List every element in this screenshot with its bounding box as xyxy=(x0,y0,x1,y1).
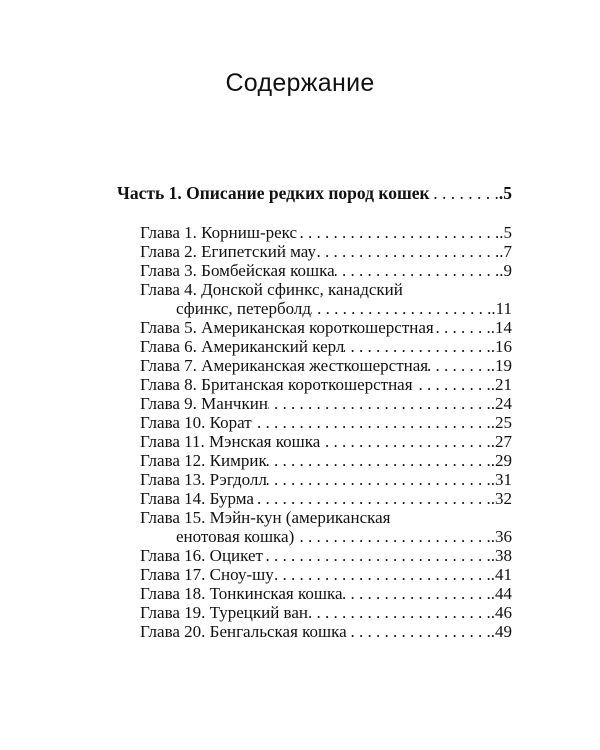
chapter-page-number: .46 xyxy=(490,603,512,622)
chapter-page-number: .9 xyxy=(499,261,512,280)
dot-leader xyxy=(428,356,491,375)
dot-leader xyxy=(263,546,491,565)
toc-chapter-entry[interactable] xyxy=(140,394,512,413)
dot-leader xyxy=(413,375,491,394)
chapter-title: Глава 12. Кимрик xyxy=(140,451,267,470)
chapter-title: Глава 7. Американская жесткошерстная xyxy=(140,356,429,375)
toc-chapter-entry[interactable] xyxy=(140,413,512,432)
chapter-page-number: .21 xyxy=(490,375,512,394)
chapter-title: Глава 16. Оцикет xyxy=(140,546,263,565)
toc-chapter-entry[interactable] xyxy=(140,318,512,337)
chapter-page-number: .7 xyxy=(499,242,512,261)
chapter-title: Глава 20. Бенгальская кошка xyxy=(140,622,347,641)
toc-part-entry[interactable] xyxy=(117,182,512,204)
dot-leader xyxy=(254,489,491,508)
part-title: Часть 1. Описание редких пород кошек xyxy=(117,183,430,203)
toc-chapter-entry[interactable] xyxy=(140,261,512,280)
dot-leader xyxy=(343,584,491,603)
chapter-title: Глава 11. Мэнская кошка xyxy=(140,432,321,451)
toc-chapter-list xyxy=(140,223,512,641)
chapter-title-continuation: енотовая кошка) xyxy=(176,527,295,546)
chapter-title: Глава 3. Бомбейская кошка xyxy=(140,261,335,280)
chapter-page-number: .25 xyxy=(490,413,512,432)
chapter-page-number: .32 xyxy=(490,489,512,508)
toc-chapter-entry[interactable] xyxy=(140,432,512,451)
chapter-page-number: .44 xyxy=(490,584,512,603)
chapter-title: Глава 19. Турецкий ван xyxy=(140,603,309,622)
toc-chapter-entry[interactable] xyxy=(140,242,512,261)
chapter-title: Глава 2. Египетский мау xyxy=(140,242,316,261)
chapter-title: Глава 4. Донской сфинкс, канадский xyxy=(140,280,403,299)
toc-chapter-entry[interactable] xyxy=(140,622,512,641)
chapter-title: Глава 14. Бурма xyxy=(140,489,254,508)
chapter-title: Глава 10. Корат xyxy=(140,413,252,432)
chapter-title: Глава 17. Сноу-шу xyxy=(140,565,274,584)
chapter-page-number: .19 xyxy=(490,356,512,375)
dot-leader xyxy=(294,527,491,546)
chapter-page-number: .27 xyxy=(490,432,512,451)
dot-leader xyxy=(268,394,491,413)
chapter-page-number: .49 xyxy=(490,622,512,641)
dot-leader xyxy=(320,432,490,451)
chapter-title: Глава 6. Американский керл xyxy=(140,337,345,356)
chapter-page-number: .14 xyxy=(490,318,512,337)
chapter-title: Глава 15. Мэйн-кун (американская xyxy=(140,508,391,527)
chapter-page-number: .5 xyxy=(499,223,512,242)
chapter-page-number: .36 xyxy=(490,527,512,546)
toc-chapter-entry[interactable] xyxy=(140,603,512,622)
chapter-title: Глава 1. Корниш-рекс xyxy=(140,223,298,242)
chapter-page-number: .24 xyxy=(490,394,512,413)
chapter-title: Глава 13. Рэгдолл xyxy=(140,470,267,489)
dot-leader xyxy=(297,223,499,242)
toc-chapter-entry[interactable] xyxy=(140,356,512,375)
dot-leader xyxy=(308,603,491,622)
toc-chapter-entry[interactable] xyxy=(140,565,512,584)
dot-leader xyxy=(344,337,490,356)
dot-leader xyxy=(267,470,491,489)
chapter-title: Глава 9. Манчкин xyxy=(140,394,268,413)
dot-leader xyxy=(252,413,491,432)
chapter-title: Глава 8. Британская короткошерстная xyxy=(140,375,413,394)
dot-leader xyxy=(274,565,491,584)
chapter-title: Глава 18. Тонкинская кошка xyxy=(140,584,343,603)
toc-chapter-entry[interactable] xyxy=(140,223,512,242)
dot-leader xyxy=(316,242,499,261)
toc-chapter-entry[interactable] xyxy=(140,508,512,546)
dot-leader xyxy=(434,318,491,337)
toc-chapter-entry[interactable] xyxy=(140,375,512,394)
dot-leader xyxy=(347,622,491,641)
toc-chapter-entry[interactable] xyxy=(140,489,512,508)
dot-leader xyxy=(335,261,500,280)
chapter-page-number: .38 xyxy=(490,546,512,565)
dot-leader xyxy=(267,451,491,470)
chapter-page-number: .41 xyxy=(490,565,512,584)
part-page-number: .5 xyxy=(498,183,512,203)
toc-chapter-entry[interactable] xyxy=(140,470,512,489)
chapter-page-number: .16 xyxy=(490,337,512,356)
chapter-title-continuation: сфинкс, петерболд xyxy=(176,299,312,318)
toc-chapter-entry[interactable] xyxy=(140,546,512,565)
toc-chapter-entry[interactable] xyxy=(140,584,512,603)
toc-chapter-entry[interactable] xyxy=(140,337,512,356)
chapter-title: Глава 5. Американская короткошерстная xyxy=(140,318,434,337)
dot-leader xyxy=(430,182,499,204)
dot-leader xyxy=(311,299,491,318)
toc-chapter-entry[interactable] xyxy=(140,451,512,470)
page-title: Содержание xyxy=(225,68,375,97)
chapter-page-number: .11 xyxy=(491,299,512,318)
chapter-page-number: .31 xyxy=(490,470,512,489)
chapter-page-number: .29 xyxy=(490,451,512,470)
toc-chapter-entry[interactable] xyxy=(140,280,512,318)
